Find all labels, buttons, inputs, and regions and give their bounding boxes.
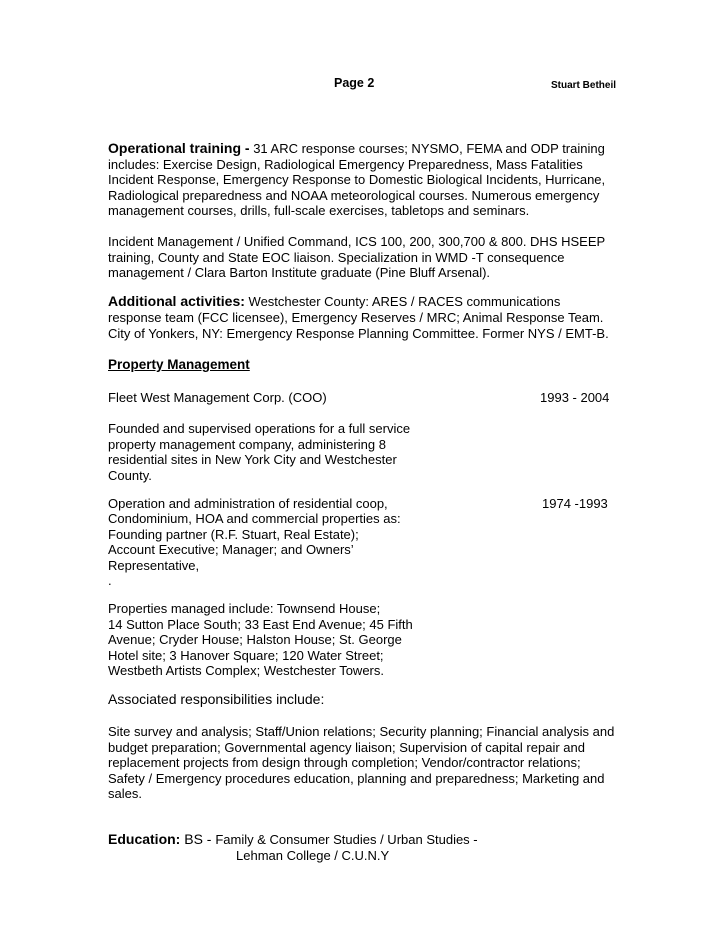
education-detail-1: Family & Consumer Studies / Urban Studies - [215, 832, 478, 847]
job-2-dates: 1974 -1993 [542, 496, 608, 511]
operational-line-5: management courses, drills, full-scale exercises, tabletops and seminars. [108, 203, 530, 218]
operational-training-section [108, 141, 605, 219]
job-2-description: Condominium, HOA and commercial properties as: Founding partner (R.F. Stuart, Real Estate); Account Executive; Manager; and Owners’ Representative, . [108, 511, 401, 588]
job-1-dates: 1993 - 2004 [540, 390, 610, 405]
operational-line-2: includes: Exercise Design, Radiological Emergency Preparedness, Mass Fatalities [108, 156, 583, 172]
operational-line-4: Radiological preparedness and NOAA meteorological courses. Numerous emergency [108, 187, 600, 203]
education-label: Education: [108, 831, 181, 847]
education-degree: BS - [180, 831, 216, 847]
incident-management-paragraph: Incident Management / Unified Command, ICS 100, 200, 300,700 & 800. DHS HSEEP training, County and State EOC liaison. Specialization in WMD -T consequence management / Clara Barton Institute graduate (Pine Bluff Arsenal). [108, 234, 606, 280]
job-1-title: Fleet West Management Corp. (COO) [108, 390, 327, 405]
associated-responsibilities-heading: Associated responsibilities include: [108, 691, 325, 707]
operational-label: Operational training - [108, 140, 250, 156]
operational-line-1: Operational training - 31 ARC response courses; NYSMO, FEMA and ODP training [108, 140, 605, 156]
property-management-heading: Property Management [108, 357, 250, 372]
page-number: Page 2 [334, 76, 375, 90]
education-detail-2: Lehman College / C.U.N.Y [236, 848, 390, 863]
properties-managed-list: Properties managed include: Townsend House; 14 Sutton Place South; 33 East End Avenue; 45 Fifth Avenue; Cryder House; Halston House; St. George Hotel site; 3 Hanover Square; 120 Water Street; Westbeth Artists Complex; Westchester Towers. [108, 601, 413, 678]
additional-label: Additional activities: [108, 293, 245, 309]
operational-line-3: Incident Response, Emergency Response to Domestic Biological Incidents, Hurricane, [108, 172, 606, 187]
job-2-title: Operation and administration of residential coop, [108, 496, 388, 511]
education-section [108, 831, 478, 848]
author-name: Stuart Betheil [551, 80, 617, 91]
job-1-description: Founded and supervised operations for a full service property management company, administering 8 residential sites in New York City and Westchester County. [108, 421, 411, 483]
associated-responsibilities-list: Site survey and analysis; Staff/Union relations; Security planning; Financial analysis and budget preparation; Governmental agency liaison; Supervision of capital repair and replacement projects from design through completion; Vendor/contractor relations; Safety / Emergency procedures education, planning and preparedness; Marketing and sales. [108, 724, 615, 801]
additional-activities-section: Additional activities: Westchester County: ARES / RACES communications response team (FCC licensee), Emergency Reserves / MRC; Animal Response Team. City of Yonkers, NY: Emergency Response Planning Committee. Former NYS / EMT-B. [108, 293, 609, 341]
